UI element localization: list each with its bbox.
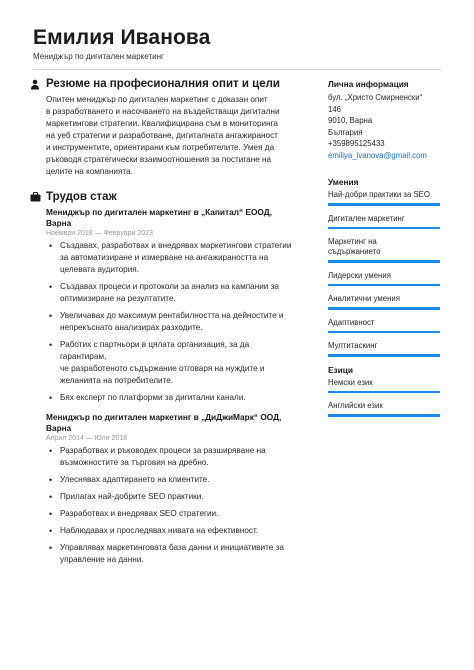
skill-label: Маркетинг на — [328, 237, 377, 246]
language-item — [328, 378, 440, 394]
job-bullets — [46, 240, 296, 404]
summary-title: Резюме на професионалния опит и цели — [46, 78, 280, 90]
bullet-item — [46, 508, 296, 520]
email-link[interactable]: emiliya_ivanova@gmail.com — [328, 150, 427, 160]
languages-list — [328, 378, 440, 417]
address-line: 146 — [328, 104, 342, 114]
skill-label: Най-добри практики за SEO — [328, 190, 430, 199]
side-column — [328, 79, 440, 425]
skill-item — [328, 190, 440, 206]
skill-level-bar — [328, 260, 440, 263]
summary-line: маркетингови стратегии. Квалифицирана съм в мониторинга — [46, 119, 278, 128]
bullet-line: оптимизиране на резултатите. — [60, 294, 176, 303]
summary-line: и инструментите, ориентирани към потребителите. Умея да — [46, 143, 275, 152]
bullet-line: целевата аудитория. — [60, 265, 140, 274]
main-column — [28, 78, 296, 571]
skill-level-bar — [328, 331, 440, 334]
bullet-line: възможностите за търговия на дребно. — [60, 458, 209, 467]
skill-level-bar — [328, 284, 440, 287]
skill-label: Аналитични умения — [328, 294, 400, 303]
bullet-item — [46, 491, 296, 503]
bullet-item — [46, 542, 296, 566]
bullet-line: • Разработвах и ръководех процеси за разширяване на — [60, 446, 266, 455]
bullet-line: за автоматизиране и измерване на ангажираността на — [60, 253, 269, 262]
skill-label: Лидерски умения — [328, 270, 391, 280]
summary-line: в разработването и насочването на въздействащи дигитални — [46, 107, 280, 116]
bullet-line: • Създавах процеси и протоколи за анализ на кампании за — [60, 282, 279, 291]
bullet-line: непрекъснато анализирах разходите. — [60, 323, 203, 332]
bullet-line: • Увеличавах до максимум рентабилността на дейностите и — [60, 311, 284, 320]
work-header — [28, 191, 296, 203]
job-title — [46, 412, 296, 434]
language-level-bar — [328, 391, 440, 394]
skill-item — [328, 341, 440, 357]
skill-label: съдържанието — [328, 247, 381, 256]
bullet-line: • Създавах, разработвах и внедрявах маркетингови стратегии — [60, 241, 292, 250]
skill-item — [328, 271, 440, 287]
bullet-line: • Работих с партньори в цялата организация, за да гарантирам, — [60, 340, 250, 361]
skills-title: Умения — [328, 177, 359, 187]
bullet-item — [46, 474, 296, 486]
skill-item — [328, 318, 440, 334]
language-label: Английски език — [328, 401, 383, 410]
language-label: Немски език — [328, 377, 373, 387]
address — [328, 92, 440, 138]
bullet-item — [46, 281, 296, 305]
header-divider — [33, 69, 441, 70]
bullet-line: • Бях експерт по платформи за дигитални канали. — [60, 393, 246, 402]
phone: +359895125433 — [328, 139, 385, 148]
job-list — [28, 207, 296, 566]
bullet-item — [46, 445, 296, 469]
skill-label: Мултитаскинг — [328, 341, 378, 350]
bullet-item — [46, 240, 296, 276]
bullet-line: • Наблюдавах и проследявах нивата на ефективност. — [60, 526, 259, 535]
summary-line: ръководя стратегически взаимоотношения за постигане на — [46, 155, 272, 164]
briefcase-icon — [28, 191, 42, 203]
job-entry — [46, 207, 296, 404]
job-date: Ноември 2018 — Февруари 2023 — [46, 230, 153, 237]
summary-line: на уеб стратегии и разработване, дигиталната ангажираност — [46, 131, 278, 140]
summary-text — [46, 94, 296, 178]
bullet-line: желанията на потребителите. — [60, 376, 174, 385]
skill-item — [328, 214, 440, 230]
work-title: Трудов стаж — [46, 191, 117, 203]
skill-label: Адаптивност — [328, 317, 375, 327]
address-line: бул. „Христо Смирненски“ — [328, 93, 423, 102]
address-line: България — [328, 127, 363, 137]
bullet-line: • Улеснявах адаптирането на клиентите. — [60, 475, 210, 484]
candidate-name: Емилия Иванова — [33, 26, 211, 49]
skill-label: Дигитален маркетинг — [328, 213, 405, 223]
skill-level-bar — [328, 354, 440, 357]
bullet-line: че разработеното съдържание отговаря на нуждите и — [60, 364, 265, 373]
skill-level-bar — [328, 227, 440, 230]
summary-header — [28, 78, 296, 90]
bullet-item — [46, 392, 296, 404]
bullet-line: • Управлявах маркетинговата база данни и инициативите за — [60, 543, 284, 552]
bullet-line: • Прилагах най-добрите SEO практики. — [60, 492, 204, 501]
language-item — [328, 401, 440, 417]
bullet-line: • Разработвах и внедрявах SEO стратегии. — [60, 509, 219, 518]
skill-item — [328, 237, 440, 263]
summary-line: целите на компанията. — [46, 167, 133, 176]
personal-info-title: Лична информация — [328, 79, 409, 89]
bullet-item — [46, 339, 296, 387]
language-level-bar — [328, 414, 440, 417]
job-bullets — [46, 445, 296, 566]
job-title-line: Варна — [46, 423, 72, 433]
person-icon — [28, 78, 42, 90]
address-line: 9010, Варна — [328, 116, 373, 125]
languages-title: Езици — [328, 364, 353, 375]
candidate-subtitle: Мениджър по дигитален маркетинг — [33, 52, 164, 61]
job-date: Април 2014 — Юли 2018 — [46, 435, 128, 442]
bullet-item — [46, 310, 296, 334]
job-entry — [46, 412, 296, 566]
skill-level-bar — [328, 307, 440, 310]
job-title-line: Мениджър по дигитален маркетинг в „Капитал“ ЕООД, Варна — [46, 207, 272, 228]
job-title-line: Мениджър по дигитален маркетинг в „ДиДжиМарк“ ООД, — [46, 412, 282, 422]
skill-level-bar — [328, 203, 440, 206]
summary-line: Опитен мениджър по дигитален маркетинг с доказан опит — [46, 95, 268, 104]
bullet-line: управление на данни. — [60, 555, 144, 564]
skills-list — [328, 190, 440, 357]
skill-item — [328, 294, 440, 310]
job-title — [46, 207, 296, 229]
bullet-item — [46, 525, 296, 537]
